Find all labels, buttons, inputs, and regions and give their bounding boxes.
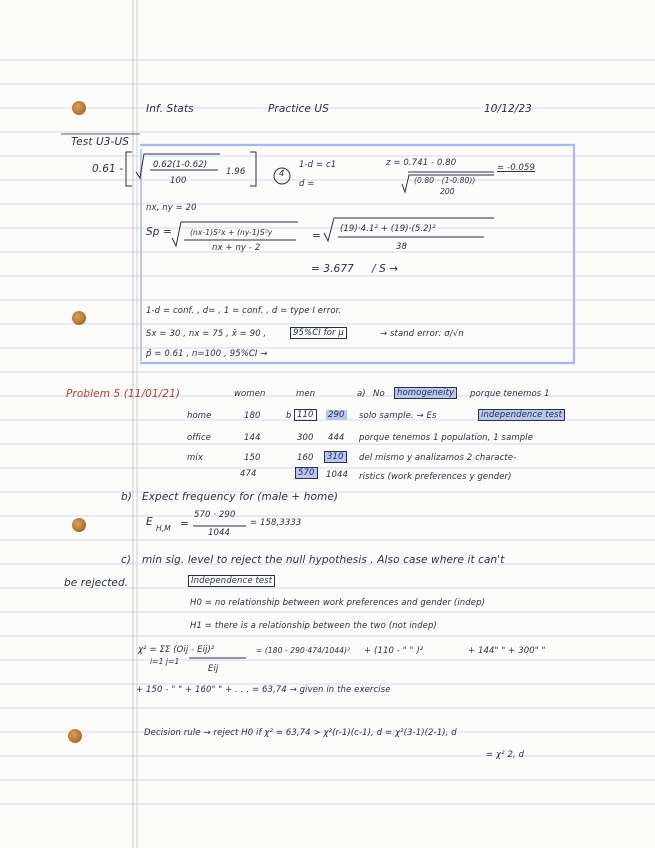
- cell-men-office: 300: [297, 433, 314, 443]
- header-date: 10/12/23: [484, 103, 532, 115]
- chi-term-2: + (110 - " " )²: [364, 646, 424, 656]
- chi-continuation: + 150 - " " + 160" " + . . . = 63,74 → given in the exercise: [136, 685, 391, 695]
- part-c-label: c): [121, 554, 132, 566]
- sp-label: Sp =: [146, 226, 172, 238]
- total-women: 474: [240, 469, 257, 479]
- conf-line-1: 1-d = c1: [299, 160, 337, 170]
- chi-denominator: Eij: [208, 664, 219, 674]
- total-grand: 1044: [326, 470, 349, 480]
- total-men: 570: [295, 467, 318, 479]
- part-c-text-2: be rejected.: [64, 577, 129, 589]
- part-c-box: Independence test: [188, 575, 275, 587]
- decision-rule: Decision rule → reject H0 if χ² = 63,74 > χ²(r-1)(c-1), d = χ²(3-1)(2-1), d: [144, 728, 457, 738]
- problem-title: Problem 5 (11/01/21): [66, 388, 181, 400]
- sp-result: = 3.677: [311, 263, 354, 275]
- chi-formula: χ² = ΣΣ (Oij - Eij)²: [138, 645, 215, 655]
- part-b-result: = 158,3333: [250, 518, 302, 528]
- data-arrow: → stand error: σ/√n: [380, 329, 464, 339]
- cell-women-office: 144: [244, 433, 261, 443]
- row-label-office: office: [187, 433, 212, 443]
- binder-hole-2: [72, 311, 86, 325]
- z-numerator: z = 0.741 - 0.80: [386, 158, 457, 168]
- binder-hole-4: [68, 729, 82, 743]
- part-b-numerator: 570 · 290: [194, 510, 236, 520]
- test-title: Test U3-US: [71, 136, 130, 148]
- part-a-line-2: solo sample. → Es: [359, 411, 437, 421]
- chi-limits: i=1 j=1: [150, 657, 180, 666]
- chi-term-1: = (180 - 290·474/1044)²: [256, 646, 351, 655]
- chi-term-3: + 144" " + 300" ": [468, 646, 546, 656]
- cell-men-mix: 160: [297, 453, 314, 463]
- data-line-1: Sx = 30 , nx = 75 , x̄ = 90 ,: [146, 329, 267, 339]
- hypothesis-h1: H1 = there is a relationship between the two (not indep): [190, 621, 437, 631]
- part-a-no: No: [373, 389, 385, 399]
- data-line-2: p̂ = 0.61 , n=100 , 95%CI →: [146, 349, 268, 359]
- chi-fraction-bar: [188, 656, 248, 660]
- cell-women-home: 180: [244, 411, 261, 421]
- cell-men-home: 110: [294, 409, 317, 421]
- header-course: Inf. Stats: [146, 103, 194, 115]
- col-men: men: [296, 389, 316, 399]
- part-a-line-4: del mismo y analizamos 2 characte-: [359, 453, 517, 463]
- cell-total-home: 290: [328, 410, 345, 420]
- sp-fraction-2: [322, 215, 497, 257]
- part-b-e-sub: H,M: [156, 524, 171, 533]
- row-label-mix: mix: [187, 453, 203, 463]
- part-c-text: min sig. level to reject the null hypothesis . Also case where it can't: [142, 554, 505, 566]
- ci-left: 0.61 -: [92, 163, 124, 175]
- header-topic: Practice US: [268, 103, 329, 115]
- part-b-denominator: 1044: [208, 528, 231, 538]
- ci-z: 1.96: [226, 167, 246, 177]
- part-a-line-5: ristics (work preferences y gender): [359, 472, 512, 482]
- z-denominator-n: 200: [440, 187, 455, 196]
- circled-number-text: 4: [279, 169, 285, 179]
- part-b-eq: =: [180, 518, 189, 530]
- sp-denominator: nx + ny - 2: [212, 243, 261, 253]
- conf-line-2: d =: [299, 179, 315, 189]
- decision-rule-2: = χ² 2, d: [486, 750, 525, 760]
- sp-arrow: / S →: [372, 263, 399, 275]
- part-b-text: Expect frequency for (male + home): [142, 491, 339, 503]
- data-boxed: 95%CI for μ: [290, 327, 347, 339]
- part-a-line-3: porque tenemos 1 population, 1 sample: [359, 433, 534, 443]
- binder-hole-3: [72, 518, 86, 532]
- ci-denominator: 100: [170, 176, 187, 186]
- part-a-rest-1: porque tenemos 1: [470, 389, 550, 399]
- sp-denominator-2: 38: [396, 242, 408, 252]
- cell-women-mix: 150: [244, 453, 261, 463]
- cell-total-mix: 310: [324, 451, 347, 463]
- z-denominator: (0.80 · (1-0.80)): [414, 176, 476, 185]
- hypothesis-h0: H0 = no relationship between work preferences and gender (indep): [190, 598, 486, 608]
- part-a-label: a): [357, 389, 366, 399]
- z-result: = -0.059: [497, 163, 536, 173]
- sp-numerator-2: (19)·4.1² + (19)·(5.2)²: [340, 224, 436, 234]
- part-b-e: E: [146, 516, 153, 528]
- col-women: women: [234, 389, 266, 399]
- part-a-independence: independence test: [478, 409, 565, 421]
- part-b-label: b): [121, 491, 132, 503]
- sp-numerator: (nx-1)S²x + (ny-1)S²y: [190, 228, 273, 237]
- cell-total-office: 444: [328, 433, 345, 443]
- sample-sizes: nx, ny = 20: [146, 203, 197, 213]
- definitions-line: 1-d = conf. , d= , 1 = conf. , d = type I error.: [146, 306, 342, 316]
- cell-prefix-home: b: [286, 411, 292, 421]
- ci-numerator: 0.62(1-0.62): [153, 160, 208, 170]
- row-label-home: home: [187, 411, 212, 421]
- sp-eq: =: [312, 230, 321, 242]
- part-a-highlight: homogeneity: [394, 387, 457, 399]
- binder-hole-1: [72, 101, 86, 115]
